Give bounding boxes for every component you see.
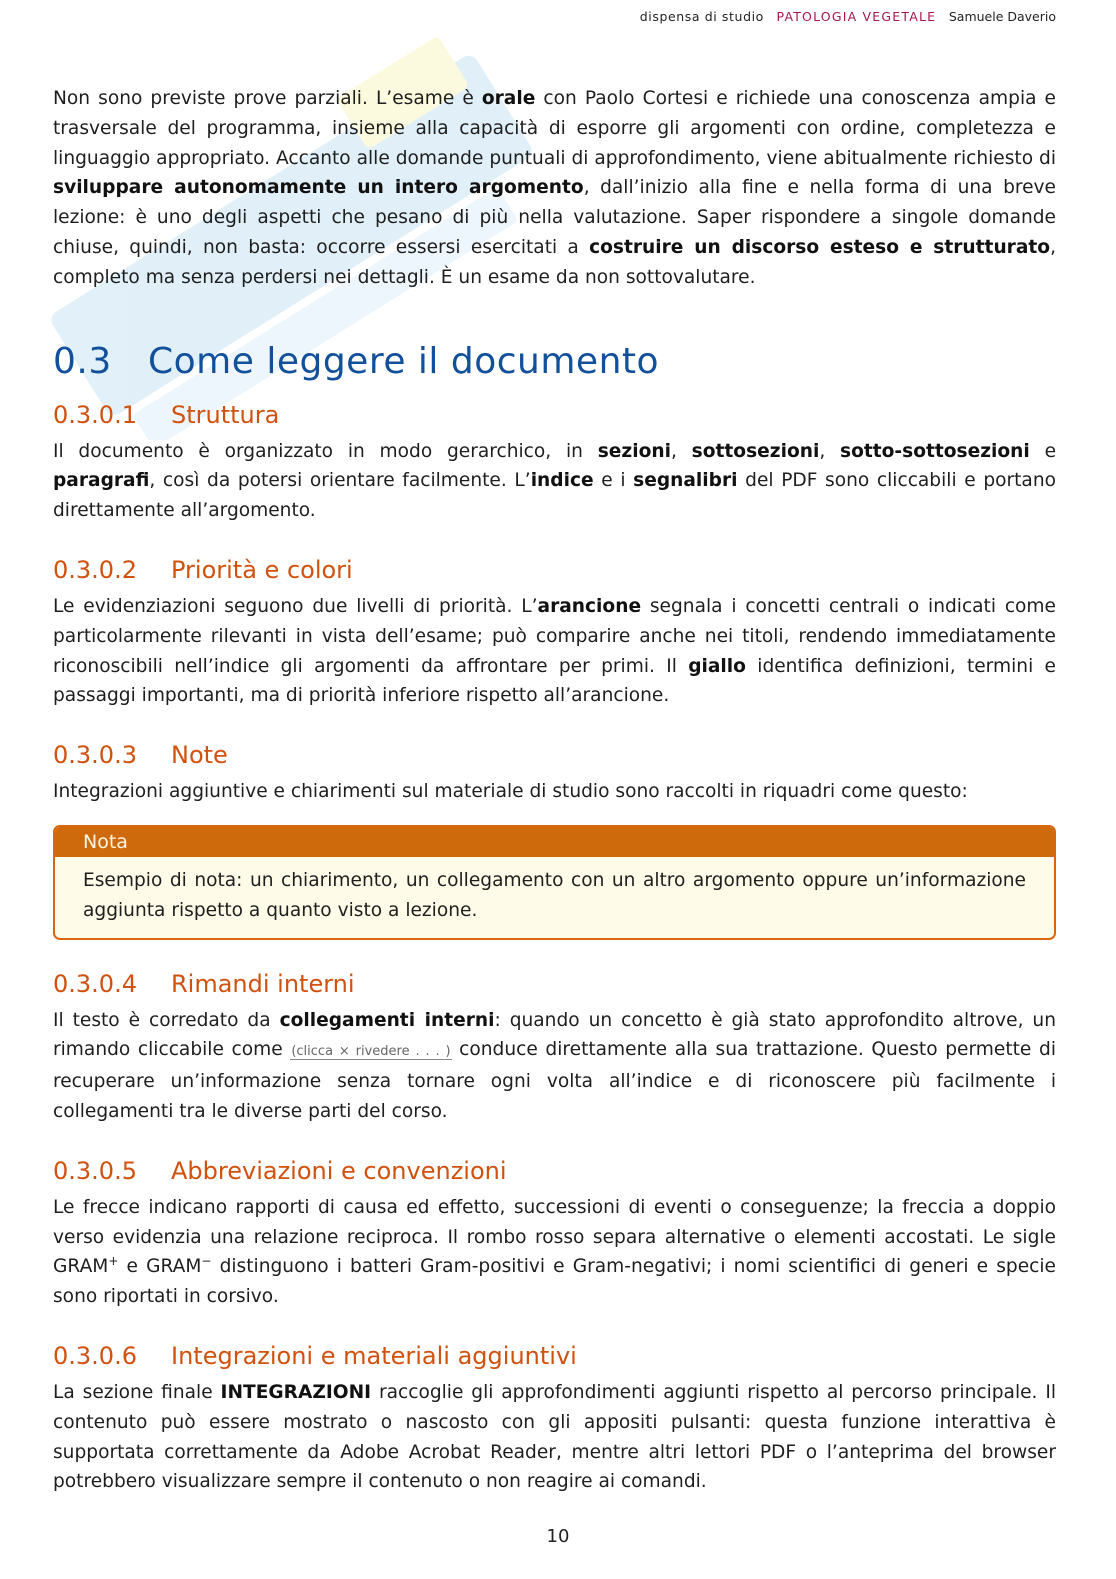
nota-title: Nota (55, 827, 1054, 857)
page-number: 10 (546, 1526, 570, 1547)
paragraph-abbreviazioni-text: Le frecce indicano rapporti di causa ed effetto, successioni di eventi o conseguenze; la freccia a doppio verso evidenzia una relazione reciproca. Il rombo rosso separa alternative o elementi accostati. Le sigle GRAM+ e GRAM− distinguono i batteri Gram-positivi e Gram-negativi; i nomi scientifici di generi e specie sono riportati in corsivo. (53, 1196, 1056, 1308)
paragraph-rimandi-text: Il testo è corredato da collegamenti interni: quando un concetto è già stato approfondito altrove, un rimando cliccabile come (clicca × rivedere . . . ) conduce direttamente alla sua trattazione. Questo permette di recuperare un’informazione senza tornare ogni volta all’indice e di riconoscere più facilmente i collegamenti tra le diverse parti del corso. (53, 1009, 1056, 1122)
paragraph-heading-priorita: 0.3.0.2 Priorità e colori (53, 555, 353, 584)
paragraph-heading-integrazioni: 0.3.0.6 Integrazioni e materiali aggiuntivi (53, 1341, 577, 1370)
section-title: Come leggere il documento (148, 340, 660, 382)
header-author: Samuele Daverio (948, 9, 1056, 24)
paragraph-note-text: Integrazioni aggiuntive e chiarimenti sul materiale di studio sono raccolti in riquadri come questo: (53, 781, 968, 803)
paragraph-heading-abbreviazioni: 0.3.0.5 Abbreviazioni e convenzioni (53, 1156, 507, 1185)
paragraph-heading-struttura: 0.3.0.1 Struttura (53, 400, 280, 429)
internal-reference-link[interactable]: (clicca × rivedere . . . ) (291, 1044, 451, 1060)
nota-body: Esempio di nota: un chiarimento, un collegamento con un altro argomento oppure un’informazione aggiunta rispetto a quanto visto a lezione. (83, 869, 1026, 921)
section-heading (53, 339, 1056, 385)
running-header (640, 9, 1056, 24)
header-course-name: PATOLOGIA VEGETALE (776, 9, 937, 24)
paragraph-priorita-text: Le evidenziazioni seguono due livelli di priorità. L’arancione segnala i concetti centrali o indicati come particolarmente rilevanti in vista dell’esame; può comparire anche nei titoli, rendendo immediatamente riconoscibili nell’indice gli argomenti da affrontare per primi. Il giallo identifica definizioni, termini e passaggi importanti, ma di priorità inferiore rispetto all’arancione. (53, 595, 1056, 707)
main-content (53, 84, 1056, 1497)
paragraph-heading-note: 0.3.0.3 Note (53, 741, 228, 770)
header-document-type: dispensa di studio (639, 9, 764, 24)
paragraph-integrazioni-text: La sezione finale INTEGRAZIONI raccoglie gli approfondimenti aggiunti rispetto al percorso principale. Il contenuto può essere mostrato o nascosto con gli appositi pulsanti: questa funzione interattiva è supportata correttamente da Adobe Acrobat Reader, mentre altri lettori PDF o l’anteprima del browser potrebbero visualizzare sempre il contenuto o non reagire ai comandi. (53, 1381, 1056, 1493)
section-number: 0.3 (53, 340, 112, 382)
paragraph-struttura-text: Il documento è organizzato in modo gerarchico, in sezioni, sottosezioni, sotto-sottosezioni e paragrafi, così da potersi orientare facilmente. L’indice e i segnalibri del PDF sono cliccabili e portano direttamente all’argomento. (53, 440, 1057, 522)
intro-paragraph: Non sono previste prove parziali. L’esame è orale con Paolo Cortesi e richiede una conoscenza ampia e trasversale del programma, insieme alla capacità di esporre gli argomenti con ordine, completezza e linguaggio appropriato. Accanto alle domande puntuali di approfondimento, viene abitualmente richiesto di sviluppare autonomamente un intero argomento, dall’inizio alla fine e nella forma di una breve lezione: è uno degli aspetti che pesano di più nella valutazione. Saper rispondere a singole domande chiuse, quindi, non basta: occorre essersi esercitati a costruire un discorso esteso e strutturato, completo ma senza perdersi nei dettagli. È un esame da non sottovalutare. (53, 88, 1057, 288)
paragraph-heading-rimandi: 0.3.0.4 Rimandi interni (53, 969, 355, 998)
nota-box (53, 825, 1056, 940)
